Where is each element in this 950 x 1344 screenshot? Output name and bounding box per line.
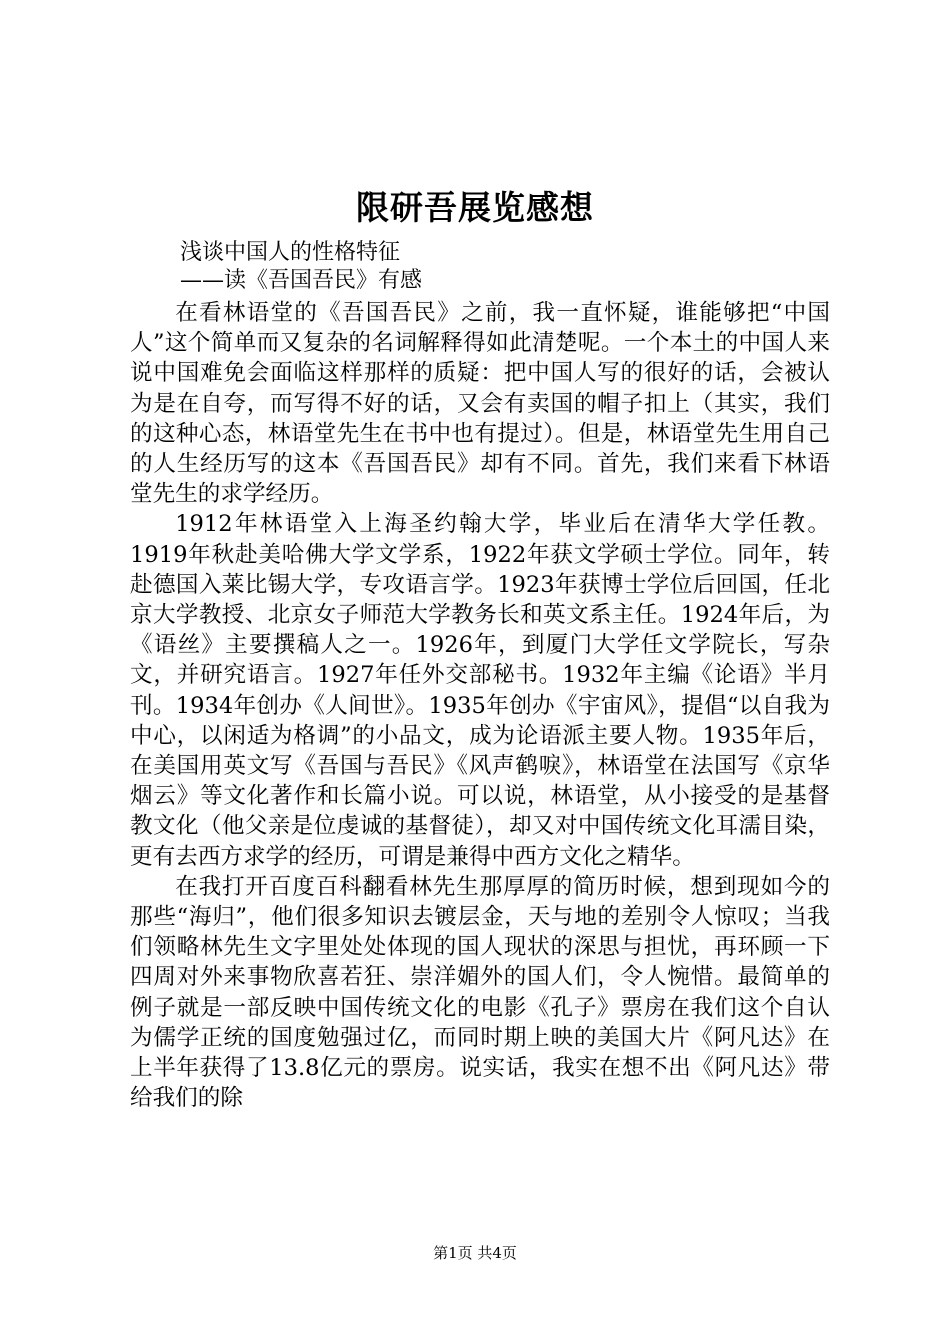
page-footer: 第1页 共4页: [433, 1244, 517, 1262]
subtitle-secondary: ——读《吾国吾民》有感: [180, 268, 423, 293]
paragraph-3: 在我打开百度百科翻看林先生那厚厚的简历时候，想到现如今的那些“海归”，他们很多知识去镀层金，天与地的差别令人惊叹；当我们领略林先生文字里处处体现的国人现状的深思与担忧，再环顾一下四周对外来事物欣喜若狂、崇洋媚外的国人们，令人惋惜。最简单的例子就是一部反映中国传统文化的电影《孔子》票房在我们这个自认为儒学正统的国度勉强过亿，而同时期上映的美国大片《阿凡达》在上半年获得了13.8亿元的票房。说实话，我实在想不出《阿凡达》带给我们的除: [130, 873, 830, 1112]
page-title: 限研吾展览感想: [356, 188, 594, 227]
subtitle: 浅谈中国人的性格特征: [180, 240, 401, 265]
paragraph-2: 1912年林语堂入上海圣约翰大学，毕业后在清华大学任教。1919年秋赴美哈佛大学文学系，1922年获文学硕士学位。同年，转赴德国入莱比锡大学，专攻语言学。1923年获博士学位后回国，任北京大学教授、北京女子师范大学教务长和英文系主任。1924年后，为《语丝》主要撰稿人之一。1926年，到厦门大学任文学院长，写杂文，并研究语言。1927年任外交部秘书。1932年主编《论语》半月刊。1934年创办《人间世》。1935年创办《宇宙风》，提倡“以自我为中心，以闲适为格调”的小品文，成为论语派主要人物。1935年后，在美国用英文写《吾国与吾民》《风声鹤唳》，林语堂在法国写《京华烟云》等文化著作和长篇小说。可以说，林语堂，从小接受的是基督教文化（他父亲是位虔诚的基督徒），却又对中国传统文化耳濡目染，更有去西方求学的经历，可谓是兼得中西方文化之精华。: [130, 511, 830, 870]
body-text: [130, 298, 830, 1113]
paragraph-1: 在看林语堂的《吾国吾民》之前，我一直怀疑，谁能够把“中国人”这个简单而又复杂的名词解释得如此清楚呢。一个本土的中国人来说中国难免会面临这样那样的质疑：把中国人写的很好的话，会被认为是在自夸，而写得不好的话，又会有卖国的帽子扣上（其实，我们的这种心态，林语堂先生在书中也有提过）。但是，林语堂先生用自己的人生经历写的这本《吾国吾民》却有不同。首先，我们来看下林语堂先生的求学经历。: [130, 300, 830, 508]
